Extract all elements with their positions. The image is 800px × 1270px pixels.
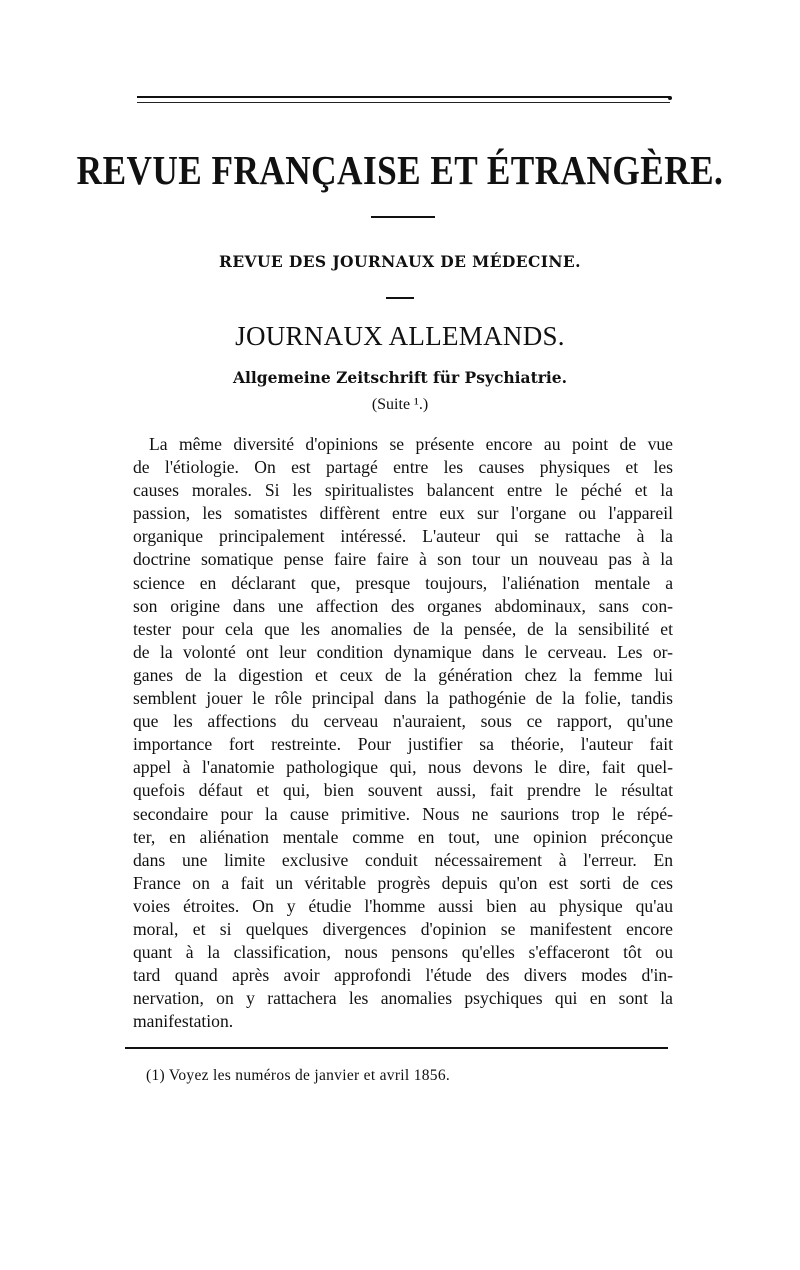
body-line: causes morales. Si les spiritualistes balancent entre le péché et la [133,480,673,501]
body-line: dans une limite exclusive conduit nécessairement à l'erreur. En [133,849,673,870]
body-line: science en déclarant que, presque toujours, l'aliénation mentale a [133,572,673,593]
body-line: ter, en aliénation mentale comme en tout, une opinion préconçue [133,826,673,847]
body-line: son origine dans une affection des organes abdominaux, sans con- [133,595,673,616]
body-line: passion, les somatistes diffèrent entre eux sur l'organe ou l'appareil [133,503,673,524]
body-line: nervation, on y rattachera les anomalies psychiques qui en sont la [133,988,673,1009]
journal-title: Allgemeine Zeitschrift für Psychiatrie. [232,368,568,387]
body-line: semblent jouer le rôle principal dans la pathogénie de la folie, tandis [133,688,673,709]
body-line: quefois défaut et qui, bien souvent aussi, fait prendre le résultat [133,780,673,801]
footnote-rule [125,1047,668,1049]
body-line: ganes de la digestion et ceux de la génération chez la femme lui [133,664,673,685]
subsection-title: JOURNAUX ALLEMANDS. [235,321,565,351]
body-line: que les affections du cerveau n'auraient, sous ce rapport, qu'une [133,711,673,732]
body-line: secondaire pour la cause primitive. Nous ne saurions trop le répé- [133,803,673,824]
body-line: organique principalement intéressé. L'auteur qui se rattache à la [133,526,673,547]
body-line: importance fort restreinte. Pour justifier sa théorie, l'auteur fait [133,734,673,755]
section-separator-rule [386,297,414,299]
body-line: France on a fait un véritable progrès depuis qu'on est sorti de ces [133,872,673,893]
body-line: appel à l'anatomie pathologique qui, nous devons le dire, fait quel- [133,757,673,778]
body-line: de l'étiologie. On est partagé entre les causes physiques et les [133,457,673,478]
body-line: manifestation. [133,1011,234,1032]
body-line: La même diversité d'opinions se présente encore au point de vue [149,434,673,454]
rule-dot [668,96,672,100]
body-line: de la volonté ont leur condition dynamique dans le cerveau. Les or- [133,641,673,662]
top-thin-rule [137,102,670,103]
body-line: moral, et si quelques divergences d'opinion se manifestent encore [133,918,673,939]
body-line: tester pour cela que les anomalies de la pensée, de la sensibilité et [133,618,673,639]
section-title: REVUE DES JOURNAUX DE MÉDECINE. [219,252,581,271]
title-separator-rule [371,216,435,218]
suite-note: (Suite ¹.) [371,396,429,413]
article-body [133,433,673,1033]
main-title: REVUE FRANÇAISE ET ÉTRANGÈRE. [76,147,724,193]
top-double-rule [137,96,670,98]
body-line: voies étroites. On y étudie l'homme aussi bien au physique qu'au [133,895,673,916]
body-line: quant à la classification, nous pensons qu'elles s'effaceront tôt ou [133,942,673,963]
footnote: (1) Voyez les numéros de janvier et avril 1856. [146,1067,451,1084]
body-line: tard quand après avoir approfondi l'étude des divers modes d'in- [133,965,673,986]
body-line: doctrine somatique pense faire faire à son tour un nouveau pas à la [133,549,673,570]
